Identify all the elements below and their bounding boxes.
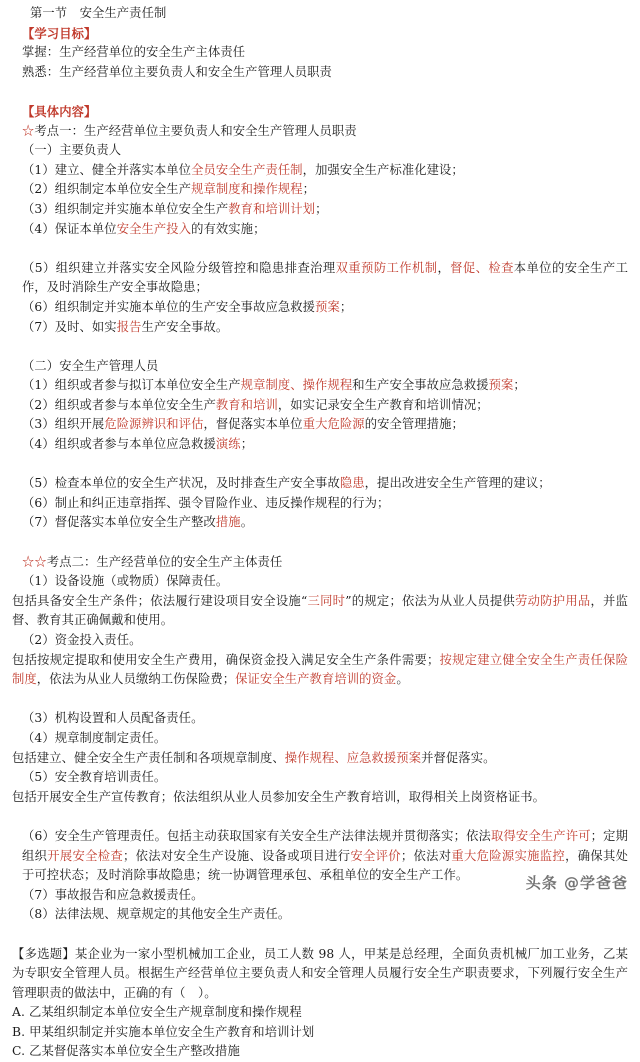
objective-master: 掌握：生产经营单位的安全生产主体责任 (22, 45, 246, 60)
body-highlight: 三同时 (307, 593, 346, 608)
body-text (12, 651, 628, 690)
spacer (12, 82, 628, 102)
question-stem: 某企业为一家小型机械加工企业，员工人数 98 人，甲某是总经理，全面负责机械厂加工业务，乙某为专职安全管理人员。根据生产经营单位主要负责人和安全管理人员履行安全生产职责要求，下列履行安全生产管理职责的做法中，正确的有（ ）。 (12, 946, 628, 1000)
star-icon: ☆ (22, 123, 35, 138)
item-highlight: 全员安全生产责任制 (191, 162, 303, 177)
item-pre: （3）组织制定并实施本单位安全生产 (22, 201, 229, 216)
list-item: （7）事故报告和应急救援责任。 (22, 887, 204, 902)
list-item (12, 298, 628, 318)
spacer (12, 807, 628, 827)
body-pre: （6）安全生产管理责任。包括主动获取国家有关安全生产法律法规并贯彻落实；依法 (22, 828, 491, 843)
item-post: 本单位的安全生产工作，及时消除生产安全事故隐患； (22, 260, 628, 295)
item-highlight: 规章制度和操作规程 (191, 182, 303, 197)
keypoint1-sub1-title: （一）主要负责人 (22, 143, 122, 158)
item-highlight: 隐患 (339, 476, 365, 491)
question-block (12, 945, 628, 1004)
objective-familiar: 熟悉：生产经营单位主要负责人和安全生产管理人员职责 (22, 64, 332, 79)
item-post: ； (302, 182, 316, 197)
item-highlight: 双重预防工作机制 (335, 260, 438, 275)
list-item (12, 200, 628, 220)
item-highlight: 教育和培训 (215, 397, 278, 412)
body-text (12, 592, 628, 631)
question-option[interactable]: A. 乙某组织制定本单位安全生产规章制度和操作规程 (12, 1005, 302, 1020)
body-pre: 包括具备安全生产条件；依法履行建设项目安全设施“ (12, 593, 308, 608)
body-highlight-2: 保证安全生产教育培训的资金 (235, 672, 397, 687)
spacer (12, 690, 628, 710)
item-post: ，如实记录安全生产教育和培训情况； (277, 397, 489, 412)
list-item: （8）法律法规、规章规定的其他安全生产责任。 (22, 907, 291, 922)
question-option[interactable]: B. 甲某组织制定并实施本单位安全生产教育和培训计划 (12, 1024, 315, 1039)
item-mid: ，督促落实本单位 (203, 417, 303, 432)
star-icon: ☆☆ (22, 554, 47, 569)
item-highlight: 安全生产投入 (116, 221, 192, 236)
list-item (12, 376, 628, 396)
item-highlight-2: 督促、检查 (450, 260, 514, 275)
body-text (12, 749, 628, 769)
item-pre: （7）督促落实本单位安全生产整改 (22, 515, 216, 530)
item-highlight: 报告 (116, 319, 142, 334)
body-mid: ；定期组织 (22, 828, 628, 863)
item-post: ，加强安全生产标准化建设； (302, 162, 464, 177)
item-mid: ， (437, 260, 451, 275)
item-pre: （2）组织制定本单位安全生产 (22, 182, 192, 197)
item-pre: （3）组织开展 (22, 417, 105, 432)
body-highlight-2: 劳动防护用品 (515, 593, 591, 608)
body-mid-2: ；依法对安全生产设施、设备或项目进行 (123, 848, 351, 863)
list-item: （4）规章制度制定责任。 (22, 730, 167, 745)
objectives-header: 【学习目标】 (22, 25, 97, 41)
list-item (12, 474, 628, 494)
item-highlight: 危险源辨识和评估 (104, 417, 204, 432)
item-pre: （4）保证本单位 (22, 221, 117, 236)
list-item: （3）机构设置和人员配备责任。 (22, 711, 204, 726)
item-highlight-2: 预案 (488, 378, 514, 393)
list-item (12, 435, 628, 455)
keypoint1-title (12, 122, 628, 142)
body-highlight: 取得安全生产许可 (490, 828, 591, 843)
body-pre: 包括按规定提取和使用安全生产费用，确保资金投入满足安全生产条件需要； (12, 652, 440, 667)
item-pre: （5）组织建立并落实安全风险分级管控和隐患排查治理 (22, 260, 336, 275)
item-post: ； (315, 201, 328, 216)
item-pre: （1）组织或者参与拟订本单位安全生产 (22, 378, 241, 393)
item-post: ； (339, 299, 353, 314)
keypoint2-title-text: 考点二：生产经营单位的安全生产主体责任 (46, 554, 283, 569)
list-item: （2）资金投入责任。 (22, 633, 142, 647)
keypoint2-title (12, 553, 628, 573)
keypoint1-sub2-title: （二）安全生产管理人员 (22, 358, 159, 373)
body-post: 并督促落实。 (421, 750, 496, 765)
list-item (12, 513, 628, 533)
item-pre: （2）组织或者参与本单位安全生产 (22, 397, 216, 412)
list-item (12, 415, 628, 435)
chapter-title: 第一节 安全生产责任制 (30, 6, 167, 20)
body-post: 。 (396, 672, 409, 687)
body-highlight-3: 安全评价 (350, 848, 401, 863)
spacer (12, 239, 628, 259)
body-mid: ，依法为从业人员缴纳工伤保险费； (36, 672, 236, 687)
item-mid: 和生产安全事故应急救援 (352, 378, 489, 393)
list-item: （1）设备设施（或物质）保障责任。 (22, 574, 229, 589)
list-item (12, 220, 628, 240)
keypoint1-title-text: 考点一：生产经营单位主要负责人和安全生产管理人员职责 (34, 123, 357, 138)
list-item: （5）安全教育培训责任。 (22, 770, 167, 785)
body-highlight-2: 开展安全检查 (47, 848, 124, 863)
list-item (12, 259, 628, 298)
spacer (12, 925, 628, 945)
item-pre: （7）及时、如实 (22, 319, 117, 334)
item-highlight: 措施 (215, 515, 241, 530)
item-post: 。 (240, 515, 254, 530)
body-post: ，确保其处于可控状态；及时消除事故隐患；统一协调管理承包、承租单位的安全生产工作。 (22, 848, 628, 883)
item-highlight: 教育和培训计划 (228, 201, 316, 216)
body-mid: ”的规定；依法为从业人员提供 (345, 593, 516, 608)
list-item (12, 161, 628, 181)
body-highlight-4: 重大危险源实施监控 (451, 848, 566, 863)
item-post: ，提出改进安全生产管理的建议； (364, 476, 551, 491)
item-highlight: 演练 (215, 437, 241, 452)
item-highlight: 规章制度、操作规程 (240, 378, 353, 393)
content-header: 【具体内容】 (22, 103, 97, 119)
body-highlight: 操作规程、应急救援预案 (284, 750, 422, 765)
question-option[interactable]: C. 乙某督促落实本单位安全生产整改措施 (12, 1044, 240, 1059)
item-pre: （1）建立、健全并落实本单位 (22, 162, 192, 177)
watermark: 头条 @学爸爸 (525, 874, 628, 892)
item-pre: （6）组织制定并实施本单位的生产安全事故应急救援 (22, 299, 316, 314)
list-item (12, 396, 628, 416)
item-pre: （5）检查本单位的安全生产状况，及时排查生产安全事故 (22, 476, 340, 491)
item-post: 生产安全事故。 (141, 319, 229, 334)
item-post: 的安全管理措施； (364, 417, 464, 432)
item-highlight-2: 重大危险源 (302, 417, 365, 432)
list-item (12, 180, 628, 200)
item-post: ； (513, 378, 526, 393)
body-mid-3: ；依法对 (400, 848, 452, 863)
body-text: 包括开展安全生产宣传教育；依法组织从业人员参加安全生产教育培训，取得相关上岗资格证书。 (12, 789, 546, 804)
item-post: 的有效实施； (191, 221, 266, 236)
item-pre: （6）制止和纠正违章指挥、强令冒险作业、违反操作规程的行为； (22, 495, 390, 510)
item-highlight: 预案 (315, 299, 340, 314)
body-highlight: 按规定建立健全安全生产责任保险制度 (12, 652, 628, 687)
list-item (12, 494, 628, 514)
item-post: ； (240, 437, 254, 452)
body-pre: 包括建立、健全安全生产责任制和各项规章制度、 (12, 750, 285, 765)
body-post: ，并监督、教育其正确佩戴和使用。 (12, 593, 628, 628)
spacer (12, 337, 628, 357)
spacer (12, 533, 628, 553)
question-tag: 【多选题】 (12, 946, 75, 961)
list-item (12, 318, 628, 338)
spacer (12, 455, 628, 475)
item-pre: （4）组织或者参与本单位应急救援 (22, 437, 216, 452)
